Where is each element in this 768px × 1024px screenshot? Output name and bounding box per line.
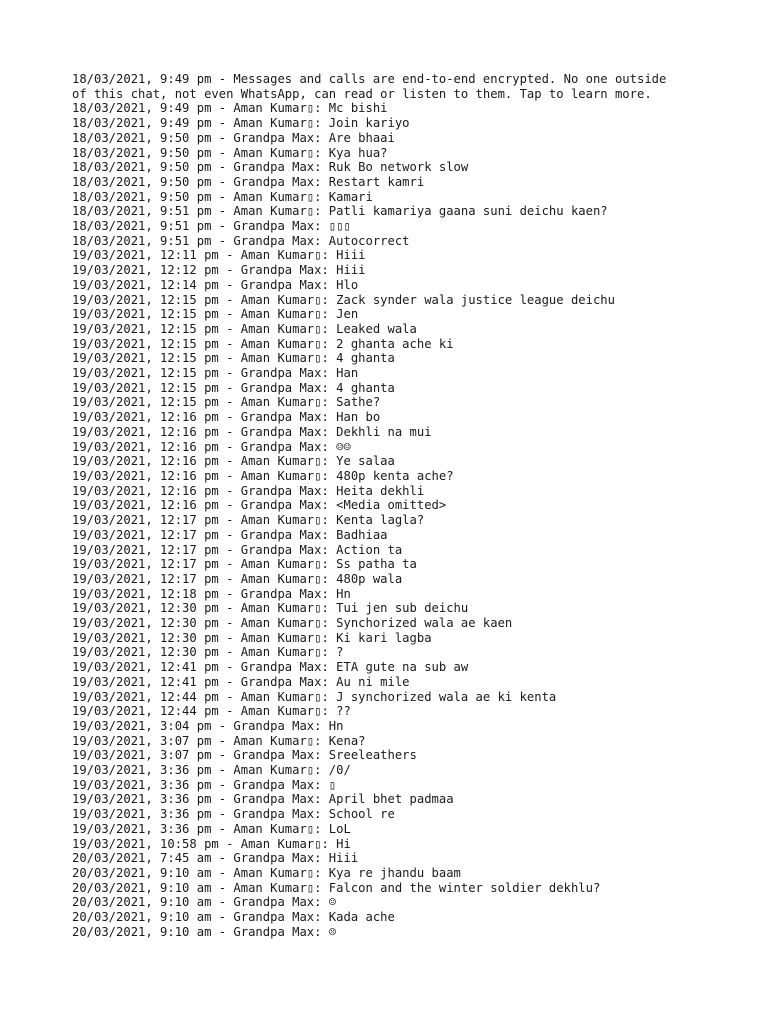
chat-line: 19/03/2021, 3:36 pm - Grandpa Max: School re xyxy=(72,807,395,822)
chat-line: 19/03/2021, 12:44 pm - Aman Kumar▯: J synchorized wala ae ki kenta xyxy=(72,689,557,704)
chat-line: 19/03/2021, 12:30 pm - Aman Kumar▯: Synchorized wala ae kaen xyxy=(72,616,513,631)
chat-line: 19/03/2021, 12:15 pm - Aman Kumar▯: 4 ghanta xyxy=(72,351,395,366)
chat-line: 18/03/2021, 9:49 pm - Aman Kumar▯: Join kariyo xyxy=(72,116,410,131)
chat-log-document xyxy=(72,72,752,939)
chat-line: 18/03/2021, 9:50 pm - Aman Kumar▯: Kya hua? xyxy=(72,145,388,160)
chat-line: 19/03/2021, 3:36 pm - Aman Kumar▯: /0/ xyxy=(72,763,351,778)
chat-line: 19/03/2021, 12:30 pm - Aman Kumar▯: Tui jen sub deichu xyxy=(72,601,469,616)
chat-line: 19/03/2021, 3:36 pm - Grandpa Max: April bhet padmaa xyxy=(72,792,454,807)
chat-line: 20/03/2021, 9:10 am - Aman Kumar▯: Falcon and the winter soldier dekhlu? xyxy=(72,880,601,895)
chat-line: 19/03/2021, 12:17 pm - Grandpa Max: Badhiaa xyxy=(72,527,388,542)
chat-line: 19/03/2021, 12:17 pm - Aman Kumar▯: Kenta lagla? xyxy=(72,513,425,528)
chat-line: 19/03/2021, 12:41 pm - Grandpa Max: ETA gute na sub aw xyxy=(72,660,469,675)
chat-line: 19/03/2021, 12:15 pm - Aman Kumar▯: Jen xyxy=(72,307,359,322)
chat-line: 18/03/2021, 9:51 pm - Grandpa Max: Autocorrect xyxy=(72,233,410,248)
chat-line: 19/03/2021, 3:07 pm - Grandpa Max: Sreeleathers xyxy=(72,748,417,763)
chat-line: 18/03/2021, 9:50 pm - Aman Kumar▯: Kamari xyxy=(72,189,373,204)
chat-line: 19/03/2021, 12:15 pm - Grandpa Max: 4 ghanta xyxy=(72,380,395,395)
chat-line: 19/03/2021, 12:15 pm - Aman Kumar▯: Leaked wala xyxy=(72,321,417,336)
chat-line: 20/03/2021, 9:10 am - Grandpa Max: ☹ xyxy=(72,924,337,939)
chat-line: 19/03/2021, 3:36 pm - Aman Kumar▯: LoL xyxy=(72,821,351,836)
chat-line: 20/03/2021, 7:45 am - Grandpa Max: Hiii xyxy=(72,851,359,866)
chat-line: 20/03/2021, 9:10 am - Grandpa Max: ☺ xyxy=(72,895,337,910)
chat-line: 19/03/2021, 12:41 pm - Grandpa Max: Au ni mile xyxy=(72,674,410,689)
chat-line: 19/03/2021, 12:16 pm - Grandpa Max: Han bo xyxy=(72,410,381,425)
chat-line: 19/03/2021, 12:12 pm - Grandpa Max: Hiii xyxy=(72,263,366,278)
chat-line: 19/03/2021, 12:44 pm - Aman Kumar▯: ?? xyxy=(72,704,351,719)
chat-line: 18/03/2021, 9:49 pm - Aman Kumar▯: Mc bishi xyxy=(72,101,388,116)
chat-line: 19/03/2021, 12:15 pm - Aman Kumar▯: 2 ghanta ache ki xyxy=(72,336,454,351)
chat-line: 19/03/2021, 12:17 pm - Aman Kumar▯: 480p wala xyxy=(72,571,403,586)
chat-line: 19/03/2021, 12:30 pm - Aman Kumar▯: ? xyxy=(72,645,344,660)
chat-line: 19/03/2021, 12:14 pm - Grandpa Max: Hlo xyxy=(72,277,359,292)
chat-line: 18/03/2021, 9:51 pm - Aman Kumar▯: Patli kamariya gaana suni deichu kaen? xyxy=(72,204,608,219)
chat-line: 19/03/2021, 12:16 pm - Grandpa Max: Dekhli na mui xyxy=(72,424,432,439)
chat-line: 19/03/2021, 12:30 pm - Aman Kumar▯: Ki kari lagba xyxy=(72,630,432,645)
chat-line: 19/03/2021, 3:07 pm - Aman Kumar▯: Kena? xyxy=(72,733,366,748)
chat-line: 18/03/2021, 9:50 pm - Grandpa Max: Ruk Bo network slow xyxy=(72,160,469,175)
chat-line: 19/03/2021, 12:16 pm - Grandpa Max: Heita dekhli xyxy=(72,483,425,498)
chat-line: 19/03/2021, 12:15 pm - Aman Kumar▯: Zack synder wala justice league deichu xyxy=(72,292,615,307)
chat-line: 19/03/2021, 12:18 pm - Grandpa Max: Hn xyxy=(72,586,351,601)
chat-line: 19/03/2021, 12:16 pm - Aman Kumar▯: Ye salaa xyxy=(72,454,395,469)
chat-line: 18/03/2021, 9:50 pm - Grandpa Max: Are bhaai xyxy=(72,130,395,145)
chat-line: 19/03/2021, 10:58 pm - Aman Kumar▯: Hi xyxy=(72,836,351,851)
chat-line: 19/03/2021, 3:04 pm - Grandpa Max: Hn xyxy=(72,718,344,733)
chat-line: 19/03/2021, 12:16 pm - Grandpa Max: <Media omitted> xyxy=(72,498,447,513)
chat-line: 19/03/2021, 12:15 pm - Grandpa Max: Han xyxy=(72,366,359,381)
chat-line: 19/03/2021, 12:11 pm - Aman Kumar▯: Hiii xyxy=(72,248,366,263)
chat-line: 18/03/2021, 9:51 pm - Grandpa Max: ▯▯▯ xyxy=(72,219,351,234)
chat-line: 20/03/2021, 9:10 am - Aman Kumar▯: Kya re jhandu baam xyxy=(72,865,461,880)
chat-line: 19/03/2021, 12:17 pm - Grandpa Max: Action ta xyxy=(72,542,403,557)
chat-line: 19/03/2021, 12:16 pm - Grandpa Max: ☺☺ xyxy=(72,439,351,454)
chat-line: 18/03/2021, 9:50 pm - Grandpa Max: Restart kamri xyxy=(72,174,425,189)
chat-line: 19/03/2021, 3:36 pm - Grandpa Max: ▯ xyxy=(72,777,337,792)
chat-line: 19/03/2021, 12:16 pm - Aman Kumar▯: 480p kenta ache? xyxy=(72,468,454,483)
encryption-notice-line-2: of this chat, not even WhatsApp, can read or listen to them. Tap to learn more. xyxy=(72,86,652,101)
chat-line: 20/03/2021, 9:10 am - Grandpa Max: Kada ache xyxy=(72,910,395,925)
chat-line: 19/03/2021, 12:15 pm - Aman Kumar▯: Sathe? xyxy=(72,395,381,410)
encryption-notice-line-1: 18/03/2021, 9:49 pm - Messages and calls are end-to-end encrypted. No one outside xyxy=(72,72,667,86)
chat-line: 19/03/2021, 12:17 pm - Aman Kumar▯: Ss patha ta xyxy=(72,557,417,572)
